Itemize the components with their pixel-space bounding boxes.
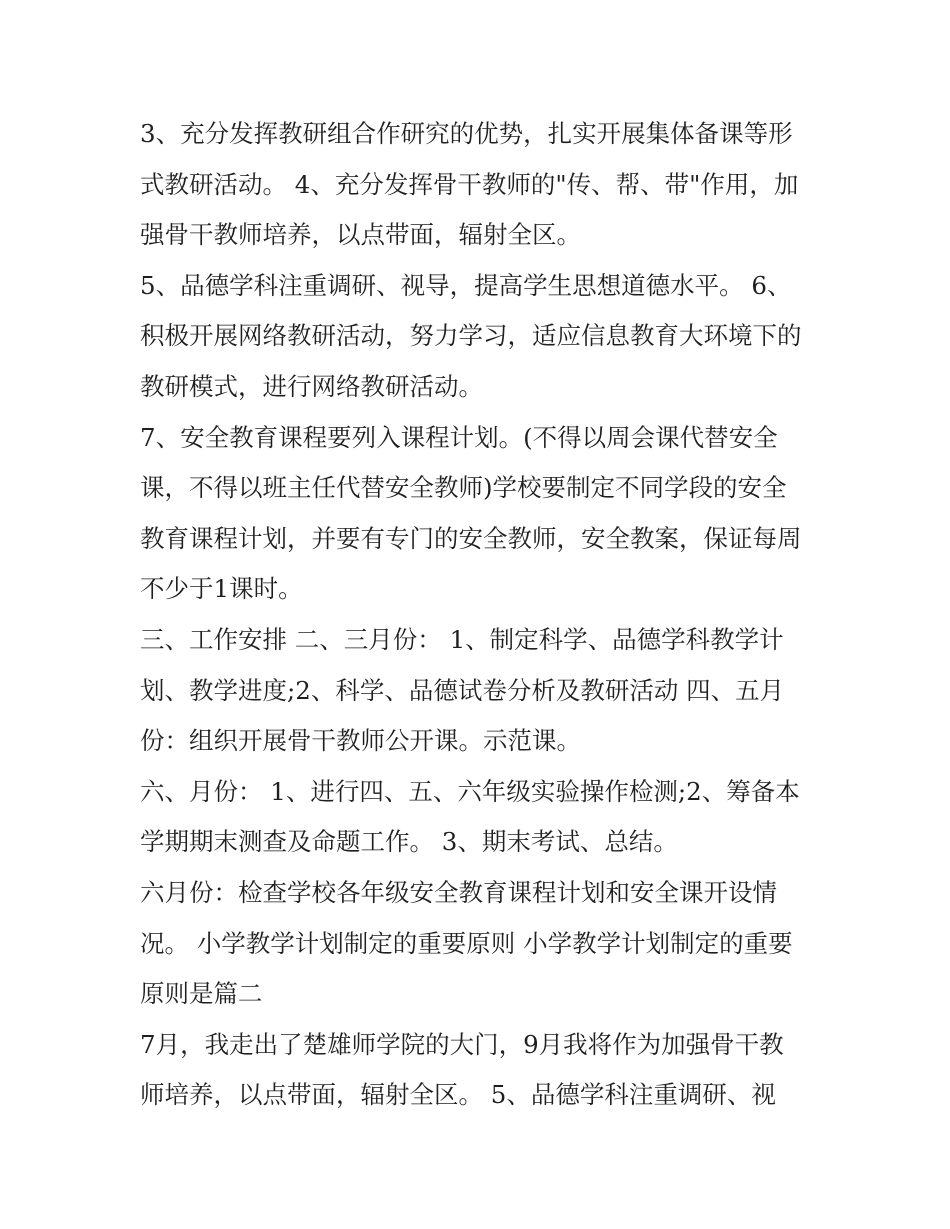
text-line: 六月份：检查学校各年级安全教育课程计划和安全课开设情 xyxy=(140,877,777,907)
text-line: 不少于1课时。 xyxy=(140,574,303,604)
text-line: 5、品德学科注重调研、视导，提高学生思想道德水平。 6、 xyxy=(140,270,792,300)
text-line: 师培养，以点带面，辐射全区。 5、品德学科注重调研、视 xyxy=(140,1080,776,1110)
text-line: 教研模式，进行网络教研活动。 xyxy=(140,371,483,401)
paragraph-research-group xyxy=(140,109,820,261)
text-line: 7、安全教育课程要列入课程计划。(不得以周会课代替安全 xyxy=(140,422,778,452)
paragraph-work-schedule xyxy=(140,615,820,767)
document-body xyxy=(140,109,820,1121)
text-line: 况。 小学教学计划制定的重要原则 小学教学计划制定的重要 xyxy=(140,928,793,958)
text-line: 份：组织开展骨干教师公开课。示范课。 xyxy=(140,726,581,756)
text-line: 三、工作安排 二、三月份： 1、制定科学、品德学科教学计 xyxy=(140,624,784,654)
paragraph-moral-education xyxy=(140,261,820,413)
text-line: 原则是篇二 xyxy=(140,979,263,1009)
text-line: 六、月份： 1、进行四、五、六年级实验操作检测;2、筹备本 xyxy=(140,776,800,806)
text-line: 7月，我走出了楚雄师学院的大门，9月我将作为加强骨干教 xyxy=(140,1029,784,1059)
text-line: 积极开展网络教研活动，努力学习，适应信息教育大环境下的 xyxy=(140,321,802,351)
paragraph-june-inspection xyxy=(140,868,820,1020)
text-line: 学期期末测查及命题工作。 3、期末考试、总结。 xyxy=(140,827,678,857)
text-line: 强骨干教师培养，以点带面，辐射全区。 xyxy=(140,220,581,250)
paragraph-june-tasks xyxy=(140,767,820,868)
text-line: 课，不得以班主任代替安全教师)学校要制定不同学段的安全 xyxy=(140,473,787,503)
paragraph-graduation xyxy=(140,1020,820,1121)
text-line: 3、充分发挥教研组合作研究的优势，扎实开展集体备课等形 xyxy=(140,119,793,148)
text-line: 式教研活动。 4、充分发挥骨干教师的"传、帮、带"作用，加 xyxy=(140,169,799,199)
text-line: 划、教学进度;2、科学、品德试卷分析及教研活动 四、五月 xyxy=(140,675,785,705)
paragraph-safety-education xyxy=(140,413,820,615)
text-line: 教育课程计划，并要有专门的安全教师，安全教案，保证每周 xyxy=(140,523,802,553)
